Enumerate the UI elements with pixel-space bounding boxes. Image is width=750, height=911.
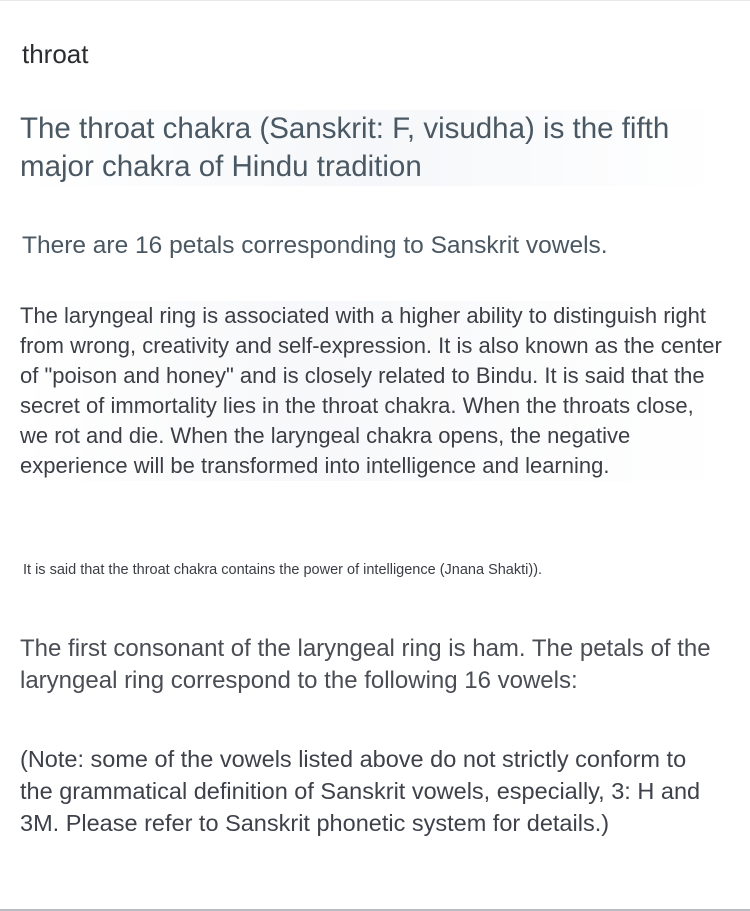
small-note: It is said that the throat chakra contains the power of intelligence (Jnana Shakti)).	[23, 562, 543, 578]
consonant-paragraph: The first consonant of the laryngeal ring is ham. The petals of the laryngeal ring correspond to the following 16 vowels:	[20, 635, 711, 694]
document-title: throat	[22, 39, 89, 69]
chakra-heading: The throat chakra (Sanskrit: F, visudha) is the fifth major chakra of Hindu tradition	[20, 110, 720, 186]
description-paragraph: The laryngeal ring is associated with a higher ability to distinguish right from wrong, creativity and self-expression. It is also known as the center of "poison and honey" and is closely related to Bindu. It is said that the secret of immortality lies in the throat chakra. When the throats close, we rot and die. When the laryngeal chakra opens, the negative experience will be transformed into intelligence and learning.	[20, 301, 725, 481]
petals-subheading: There are 16 petals corresponding to Sanskrit vowels.	[22, 232, 608, 259]
vowel-note: (Note: some of the vowels listed above do not strictly conform to the grammatical definition of Sanskrit vowels, especially, 3: H and 3M. Please refer to Sanskrit phonetic system for details.)	[20, 746, 701, 836]
